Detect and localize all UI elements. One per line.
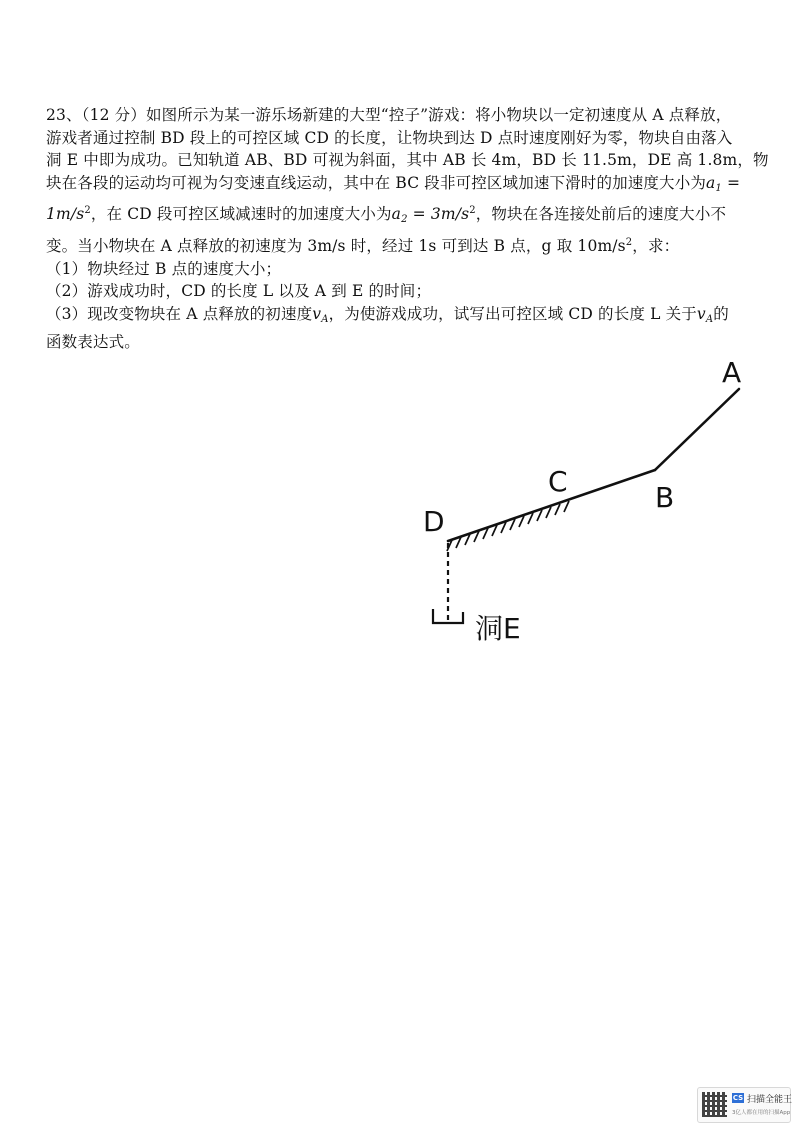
va-symbol: $v_A$ <box>312 304 329 325</box>
question-1: （1）物块经过 B 点的速度大小； <box>46 259 282 278</box>
controllable-zone-hatching <box>447 501 569 551</box>
a1-value: $1m/s^2$ <box>46 205 91 224</box>
problem-line-1: 23、（12 分）如图所示为某一游乐场新建的大型“控子”游戏：将小物块以一定初速度从 A 点释放， <box>46 106 732 124</box>
a1-symbol: $a_1$ <box>706 173 722 194</box>
problem-line-3: 洞 E 中即为成功。已知轨道 AB、BD 可视为斜面，其中 AB 长 4m，BD 长 11.5m，DE 高 1.8m，物 <box>46 151 769 170</box>
camscanner-logo: CS <box>732 1094 744 1102</box>
label-c: C <box>548 465 568 498</box>
a2-expression: $a_2 = 3m/s^2$ <box>391 205 476 226</box>
watermark-title: 扫描全能王 <box>747 1095 793 1105</box>
problem-line-2: 游戏者通过控制 BD 段上的可控区域 CD 的长度，让物块到达 D 点时速度刚好为零，物块自由落入 <box>46 128 733 147</box>
label-a: A <box>722 356 742 389</box>
question-2: （2）游戏成功时，CD 的长度 L 以及 A 到 E 的时间； <box>46 282 432 301</box>
label-b: B <box>655 481 675 514</box>
qr-code-icon <box>702 1092 727 1117</box>
problem-number: 23、（12 分） <box>46 106 146 124</box>
problem-line-5: $1m/s^2$，在 CD 段可控区域减速时的加速度大小为$a_2 = 3m/s^2$，物块在各连接处前后的速度大小不 <box>46 205 727 226</box>
question-3: （3）现改变物块在 A 点释放的初速度$v_A$，为使游戏成功，试写出可控区域 CD 的长度 L 关于$v_A$的 <box>46 304 729 325</box>
watermark-subtitle: 3亿人都在用的扫描App <box>732 1110 791 1116</box>
problem-line-4: 块在各段的运动均可视为匀变速直线运动，其中在 BC 段非可控区域加速下滑时的加速度大小为$a_1$ = <box>46 173 741 194</box>
problem-line-6: 变。当小物块在 A 点释放的初速度为 3m/s 时，经过 1s 可到达 B 点，g 取 $10m/s^2$，求： <box>46 236 680 255</box>
question-3-line-2: 函数表达式。 <box>46 333 140 352</box>
label-d: D <box>423 505 445 538</box>
va-symbol-2: $v_A$ <box>696 304 714 325</box>
label-hole-e: 洞E <box>475 612 521 645</box>
track-ab <box>655 389 739 470</box>
scanner-watermark <box>697 1087 791 1123</box>
